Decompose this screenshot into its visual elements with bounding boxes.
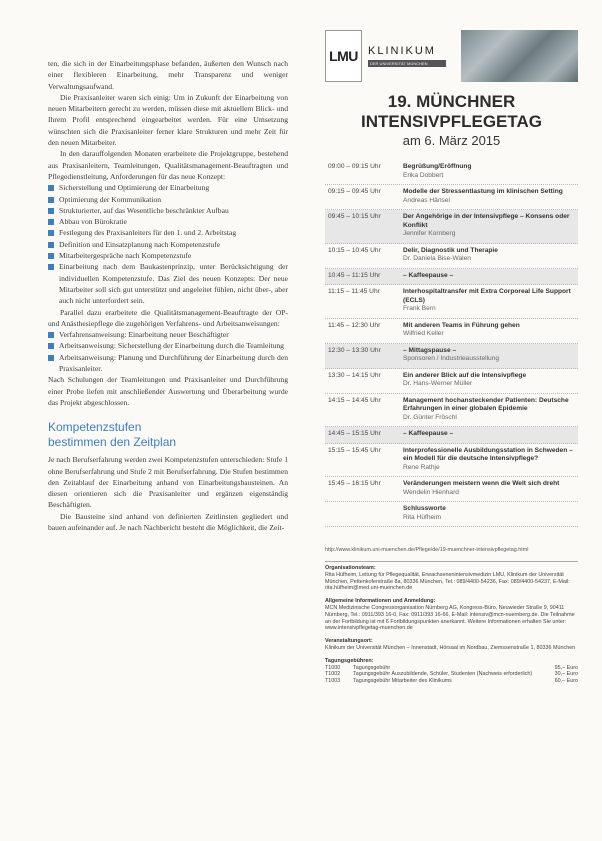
fee-price: 95,– Euro	[554, 664, 578, 671]
program-talk	[403, 505, 578, 522]
paragraph: Parallel dazu erarbeitete die Qualitätsmanagement-Beauftragte der OP- und Anästhesiepflege die zugehörigen Verfahrens- und Arbeitsanweisungen:	[48, 307, 288, 328]
procedures-list	[48, 329, 288, 374]
talk-title: – Mittagspause –	[403, 346, 457, 354]
program-row	[325, 502, 578, 527]
talk-speaker: Dr. Günter Fröschl	[403, 413, 457, 421]
talk-title: Management hochansteckender Patienten: Deutsche Erfahrungen in einer globalen Epidemie	[403, 396, 569, 412]
fee-price: 60,– Euro	[554, 678, 578, 685]
info-heading: Veranstaltungsort:	[325, 638, 373, 645]
fee-row	[325, 665, 578, 672]
program-talk	[403, 372, 578, 389]
info-text: MCN Medizinische Congressorganisation Nürnberg AG, Kongress-Büro, Neuwieder Straße 9, 90411 Nürnberg, Tel.: 0911/393 16-0, Fax: 0911/393 16-66, E-Mail: intensiv@mcn-nuernberg.de. Die Teilnahme an der Fortbildung ist mit 6 Fortbildungspunkten anerkannt. Weitere Informationen erhalten Sie unter: www.intensivpflegetag-muenchen.de	[325, 604, 575, 632]
program-talk	[403, 188, 578, 205]
talk-speaker: Rita Hüfheim	[403, 513, 442, 521]
program-row	[325, 210, 578, 244]
event-ad-column	[325, 30, 578, 685]
list-item: Mitarbeitergespräche nach Kompetenzstufe	[48, 250, 288, 261]
talk-speaker: Jennifer Kornberg	[403, 230, 456, 237]
talk-title: Der Angehörige in der Intensivpflege – Konsens oder Konflikt	[403, 213, 570, 229]
fee-label: Tagungsgebühr	[353, 664, 391, 671]
program-talk	[403, 272, 578, 281]
talk-title: Begrüßung/Eröffnung	[403, 163, 472, 170]
fee-code: T1000	[325, 664, 341, 671]
list-item: Optimierung der Kommunikation	[48, 194, 288, 205]
talk-title: Ein anderer Blick auf die Intensivpflege	[403, 371, 527, 379]
talk-speaker: Wendelin Hienhard	[403, 488, 459, 496]
program-schedule	[325, 160, 578, 527]
event-date: am 6. März 2015	[402, 133, 501, 148]
section-heading-line: Kompetenzstufen	[48, 420, 142, 435]
info-block	[325, 598, 578, 632]
list-item: Abbau von Bürokratie	[48, 216, 288, 227]
fees-table	[325, 665, 578, 685]
talk-title: Veränderungen meistern wenn die Welt sich dreht	[403, 480, 560, 487]
list-item: Arbeitsanweisung: Planung und Durchführung der Einarbeitung durch den Praxisanleiter.	[48, 352, 288, 375]
program-talk	[403, 430, 578, 439]
list-item: Strukturierter, auf das Wesentliche beschränkter Aufbau	[48, 205, 288, 216]
fee-label: Tagungsgebühr Auszubildende, Schüler, Studenten (Nachweis erforderlich)	[353, 671, 533, 678]
fee-row	[325, 678, 578, 685]
program-talk	[403, 163, 578, 180]
info-text: Klinikum der Universität München – Innenstadt, Hörsaal im Nordbau, Ziemssenstraße 1, 80336 München	[325, 644, 576, 651]
organisation-info	[325, 561, 578, 652]
program-time: 09:45 – 10:15 Uhr	[328, 213, 381, 220]
program-row	[325, 427, 578, 444]
program-time: 13:30 – 14:15 Uhr	[328, 371, 381, 379]
requirements-list	[48, 182, 288, 306]
program-row	[325, 344, 578, 369]
talk-speaker: Wilfried Keller	[403, 330, 444, 337]
talk-title: Delir, Diagnostik und Therapie	[403, 246, 498, 254]
program-row	[325, 369, 578, 394]
talk-speaker: Dr. Daniela Bise-Walen	[403, 255, 471, 262]
paragraph: Die Praxisanleiter waren sich einig: Um in Zukunft der Einarbeitung von neuen Mitarbeitern gerecht zu werden, müssen diese mit aktuellem Blick- und Ihrem Profil entsprechend eingearbeitet werden. Für eine Umsetzung wünschten sich die Praxisanleiter ferner klare Strukturen und mehr Zeit für den neuen Mitarbeiter.	[48, 92, 288, 148]
program-talk	[403, 447, 578, 473]
fee-row	[325, 671, 578, 678]
info-heading: Allgemeine Informationen und Anmeldung:	[325, 598, 436, 605]
fee-price: 30,– Euro	[554, 671, 578, 678]
list-item: Sicherstellung und Optimierung der Einarbeitung	[48, 182, 288, 193]
fee-code: T1002	[325, 671, 341, 678]
talk-title: – Kaffeepause –	[403, 271, 454, 279]
klinikum-logo	[362, 30, 461, 82]
talk-speaker: Andreas Hänsel	[403, 196, 450, 204]
talk-speaker: Rene Rathje	[403, 463, 440, 471]
talk-speaker: Frank Bern	[403, 305, 436, 312]
program-time	[325, 505, 403, 522]
program-talk	[403, 322, 578, 339]
talk-title: Schlussworte	[403, 505, 446, 512]
fees-section	[325, 658, 578, 685]
program-time: 10:45 – 11:15 Uhr	[328, 271, 381, 279]
program-row	[325, 319, 578, 344]
program-time: 09:00 – 09:15 Uhr	[328, 163, 381, 170]
program-time: 11:45 – 12:30 Uhr	[328, 321, 381, 329]
paragraph: ten, die sich in der Einarbeitungsphase befanden, äußerten den Wunsch nach einer flexibleren Einarbeitung, mehr Transparenz und weniger Verwaltungsaufwand.	[48, 59, 288, 91]
program-talk	[403, 397, 578, 423]
header-photo	[461, 30, 578, 82]
program-time: 12:30 – 13:30 Uhr	[328, 346, 381, 354]
program-time: 09:15 – 09:45 Uhr	[328, 188, 381, 195]
info-block	[325, 638, 578, 652]
program-time: 15:15 – 15:45 Uhr	[328, 446, 381, 454]
program-row	[325, 477, 578, 502]
program-row	[325, 185, 578, 210]
talk-title: Modelle der Stressentlastung im klinischen Setting	[403, 188, 563, 195]
list-item: Festlegung des Praxisanleiters für den 1. und 2. Arbeitstag	[48, 227, 288, 238]
section-heading-line: bestimmen den Zeitplan	[48, 435, 177, 450]
talk-speaker: Erika Dobbert	[403, 171, 444, 179]
fee-label: Tagungsgebühr Mitarbeiter des Klinikums	[353, 678, 452, 685]
section-heading	[48, 420, 288, 450]
program-time: 14:45 – 15:15 Uhr	[328, 430, 381, 437]
info-text: Rita Hüfheim, Leitung für Pflegequalität, Erwachsenenintensivmedizin LMU, Klinikum der Universität München, Pettenkoferstraße 8a, 80336 München, Tel.: 089/4400-54236, Fax: 089/4400-54237, E-Mail: rita.hüfheim@med.uni-muenchen.de	[325, 571, 570, 592]
program-row	[325, 269, 578, 286]
paragraph: In den darauffolgenden Monaten erarbeitete die Projektgruppe, bestehend aus Praxisanleitern, Teamleitungen, Qualitätsmanagement-Beauftragten und Pflegedienstleitung, Anforderungen für das neue Konzept:	[48, 149, 288, 181]
lmu-logo: LMU	[325, 30, 362, 82]
program-time: 15:45 – 16:15 Uhr	[328, 480, 381, 487]
klinikum-title: KLINIKUM	[368, 45, 436, 57]
program-talk	[403, 480, 578, 497]
program-row	[325, 285, 578, 319]
program-time: 10:15 – 10:45 Uhr	[328, 246, 381, 254]
program-time: 11:15 – 11:45 Uhr	[328, 288, 380, 295]
list-item: Verfahrensanweisung: Einarbeitung neuer Beschäftigter	[48, 329, 288, 340]
fee-code: T1003	[325, 678, 341, 685]
paragraph: Nach Schulungen der Teamleitungen und Praxisanleiter und Durchführung einer Probe liefen mit anschließender Auswertung und Überarbeitung wurde das Projekt abgeschlossen.	[48, 375, 288, 407]
program-row	[325, 160, 578, 185]
program-talk	[403, 347, 578, 364]
talk-title: Interprofessionelle Ausbildungsstation in Schweden – ein Modell für die deutsche Intensivpflege?	[403, 446, 573, 462]
list-item: Einarbeitung nach dem Baukastenprinzip, unter Berücksichtigung der individuellen Kompetenzstufe. Das Ziel des neuen Konzepts: Der neue Mitarbeiter soll sich gut unterstützt und angeleitet fühlen, nicht über-, aber auch nicht unterfordert sein.	[48, 261, 288, 306]
fees-heading: Tagungsgebühren:	[325, 657, 374, 664]
program-row	[325, 394, 578, 428]
talk-speaker: Dr. Hans-Werner Müller	[403, 380, 473, 387]
left-article-column	[48, 58, 288, 533]
list-item: Arbeitsanweisung: Sicherstellung der Einarbeitung durch die Teamleitung	[48, 340, 288, 351]
event-url[interactable]: http://www.klinikum.uni-muenchen.de/Pflege/de/19-muenchner-intensivpflegetag.html	[325, 547, 529, 553]
talk-title: Interhospitaltransfer mit Extra Corporeal Life Support (ECLS)	[403, 288, 571, 304]
info-heading: Organisationsteam:	[325, 565, 376, 571]
talk-speaker: Sponsoren / Industrieausstellung	[403, 355, 500, 362]
program-time: 14:15 – 14:45 Uhr	[328, 396, 381, 404]
paragraph: Je nach Berufserfahrung werden zwei Kompetenzstufen unterschieden: Stufe 1 ohne Berufserfahrung und Stufe 2 mit Berufserfahrung. Die Stufen bestimmen den Zeitablauf der Einarbeitung anhand von Einarbeitungsbausteinen. An diesen orientieren sich die Praxisanleiter und ergänzen eigenständig Beschäftigten.	[48, 455, 288, 510]
klinikum-header	[325, 30, 578, 82]
paragraph: Die Bausteine sind anhand von definierten Zeitlinsten gegliedert und bauen aufeinander auf. Je nach Nachbericht besteht die Möglichkeit, die Zeit-	[48, 511, 288, 532]
program-talk	[403, 213, 578, 239]
event-title-line1: 19. MÜNCHNER	[387, 92, 516, 111]
event-title-line2: INTENSIVPFLEGETAG	[360, 112, 543, 131]
program-talk	[403, 288, 578, 314]
talk-title: Mit anderen Teams in Führung gehen	[403, 321, 520, 329]
talk-title: – Kaffeepause –	[403, 430, 454, 437]
klinikum-subtitle: DER UNIVERSITÄT MÜNCHEN	[368, 60, 446, 67]
program-talk	[403, 247, 578, 264]
program-row	[325, 444, 578, 478]
list-item: Definition und Einsatzplanung nach Kompetenzstufe	[48, 239, 288, 250]
info-block	[325, 565, 578, 592]
program-row	[325, 244, 578, 269]
